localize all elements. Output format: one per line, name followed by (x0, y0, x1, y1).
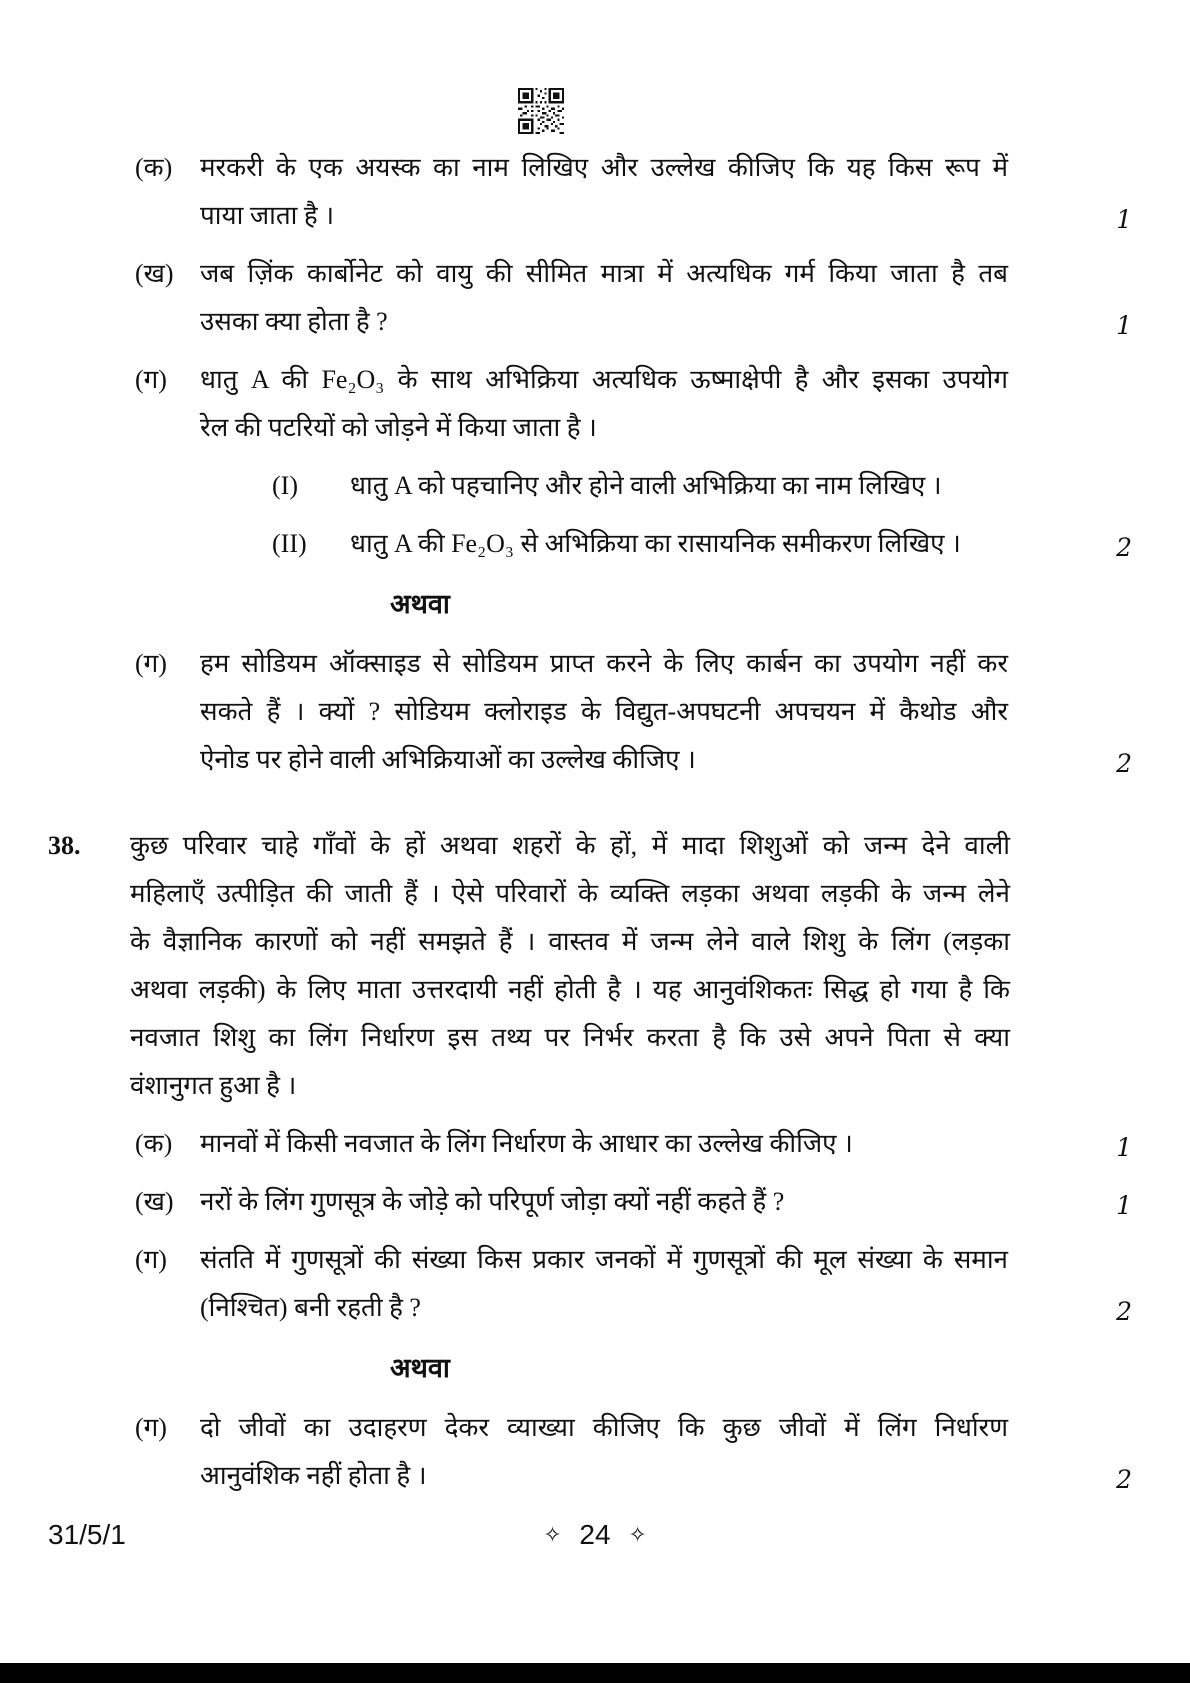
page-ornament-left-icon: ✧ (543, 1522, 562, 1547)
marks-value: 2 (1116, 1465, 1132, 1494)
part-label: (II) (272, 529, 307, 558)
text-line: रेल की पटरियों को जोड़ने में किया जाता है । (200, 413, 597, 442)
question-part-ka (135, 144, 1142, 240)
question-38-section (0, 822, 1190, 1500)
text-line: सकते हैं । क्यों ? सोडियम क्लोराइड के विद्युत-अपघटनी अपचयन में कैथोड और (200, 697, 1008, 726)
question-part-ga-alt (135, 1404, 1142, 1500)
part-label: (ग) (135, 365, 167, 394)
part-label: (ग) (135, 1413, 167, 1442)
marks-value: 1 (1116, 1133, 1132, 1162)
scan-edge-bar (0, 1663, 1190, 1683)
text-line: जब ज़िंक कार्बोनेट को वायु की सीमित मात्रा में अत्यधिक गर्म किया जाता है तब (200, 259, 1008, 288)
text-line: मानवों में किसी नवजात के लिंग निर्धारण के आधार का उल्लेख कीजिए । (200, 1129, 853, 1158)
page-number-value: 24 (579, 1519, 611, 1550)
part-label: (ख) (135, 1187, 174, 1216)
part-text (350, 462, 1010, 510)
text-line: उसका क्या होता है ? (200, 307, 388, 336)
marks-value: 2 (1116, 1297, 1132, 1326)
text-line: कुछ परिवार चाहे गाँवों के हों अथवा शहरों के हों, में मादा शिशुओं को जन्म देने वाली (130, 831, 1010, 860)
question-37-section (0, 144, 1190, 784)
question-38-intro (48, 822, 1142, 1110)
text-line: महिलाएँ उत्पीड़ित की जाती हैं । ऐसे परिवारों के व्यक्ति लड़का अथवा लड़की के जन्म लेने (130, 879, 1010, 908)
part-text (200, 250, 1008, 346)
marks-value: 1 (1116, 205, 1132, 234)
question-number: 38. (48, 831, 81, 860)
part-text (350, 520, 1010, 568)
part-text (200, 356, 1008, 452)
text-line: अथवा लड़की) के लिए माता उत्तरदायी नहीं होती है । यह आनुवंशिकतः सिद्ध हो गया है कि (130, 975, 1010, 1004)
text-line: धातु A को पहचानिए और होने वाली अभिक्रिया का नाम लिखिए । (350, 471, 942, 500)
or-divider: अथवा (390, 589, 450, 619)
text-line: वंशानुगत हुआ है । (130, 1071, 297, 1100)
text-line: मरकरी के एक अयस्क का नाम लिखिए और उल्लेख कीजिए कि यह किस रूप में (200, 153, 1008, 182)
question-part-ga-alt (135, 640, 1142, 784)
question-subpart-i (272, 462, 1142, 510)
text-line: के वैज्ञानिक कारणों को नहीं समझते हैं । वास्तव में जन्म लेने वाले शिशु के लिंग (लड़का (130, 927, 1010, 956)
text-line: हम सोडियम ऑक्साइड से सोडियम प्राप्त करने के लिए कार्बन का उपयोग नहीं कर (200, 649, 1008, 678)
text-line: धातु A की Fe₂O₃ के साथ अभिक्रिया अत्यधिक ऊष्माक्षेपी है और इसका उपयोग (200, 365, 1008, 394)
question-part-ga (135, 356, 1142, 452)
qr-code-icon (518, 88, 564, 134)
text-line: ऐनोड पर होने वाली अभिक्रियाओं का उल्लेख कीजिए । (200, 745, 696, 774)
marks-value: 2 (1116, 533, 1132, 562)
part-label: (I) (272, 471, 298, 500)
page-number (0, 1518, 1190, 1554)
part-text (200, 1120, 1008, 1168)
text-line: नवजात शिशु का लिंग निर्धारण इस तथ्य पर निर्भर करता है कि उसे अपने पिता से क्या (130, 1023, 1010, 1052)
question-subpart-ii (272, 520, 1142, 568)
text-line: संतति में गुणसूत्रों की संख्या किस प्रकार जनकों में गुणसूत्रों की मूल संख्या के समान (200, 1245, 1008, 1274)
part-text (200, 640, 1008, 784)
part-label: (ग) (135, 1245, 167, 1274)
text-line: पाया जाता है । (200, 201, 335, 230)
part-label: (क) (135, 1129, 173, 1158)
text-line: आनुवंशिक नहीं होता है । (200, 1461, 427, 1490)
question-intro-text (130, 822, 1010, 1110)
part-text (200, 1404, 1008, 1500)
marks-value: 1 (1116, 311, 1132, 340)
question-part-ka (135, 1120, 1142, 1168)
question-part-kha (135, 1178, 1142, 1226)
part-text (200, 1178, 1008, 1226)
text-line: धातु A की Fe₂O₃ से अभिक्रिया का रासायनिक समीकरण लिखिए । (350, 529, 961, 558)
marks-value: 2 (1116, 749, 1132, 778)
page-ornament-right-icon: ✧ (628, 1522, 647, 1547)
text-line: नरों के लिंग गुणसूत्र के जोड़े को परिपूर्ण जोड़ा क्यों नहीं कहते हैं ? (200, 1187, 785, 1216)
paper-code: 31/5/1 (48, 1519, 126, 1550)
or-divider: अथवा (390, 1353, 450, 1383)
text-line: (निश्चित) बनी रहती है ? (200, 1293, 421, 1322)
part-label: (ख) (135, 259, 174, 288)
part-text (200, 1236, 1008, 1332)
marks-value: 1 (1116, 1191, 1132, 1220)
question-part-ga (135, 1236, 1142, 1332)
part-label: (क) (135, 153, 173, 182)
text-line: दो जीवों का उदाहरण देकर व्याख्या कीजिए कि कुछ जीवों में लिंग निर्धारण (200, 1413, 1008, 1442)
question-part-kha (135, 250, 1142, 346)
part-label: (ग) (135, 649, 167, 678)
part-text (200, 144, 1008, 240)
